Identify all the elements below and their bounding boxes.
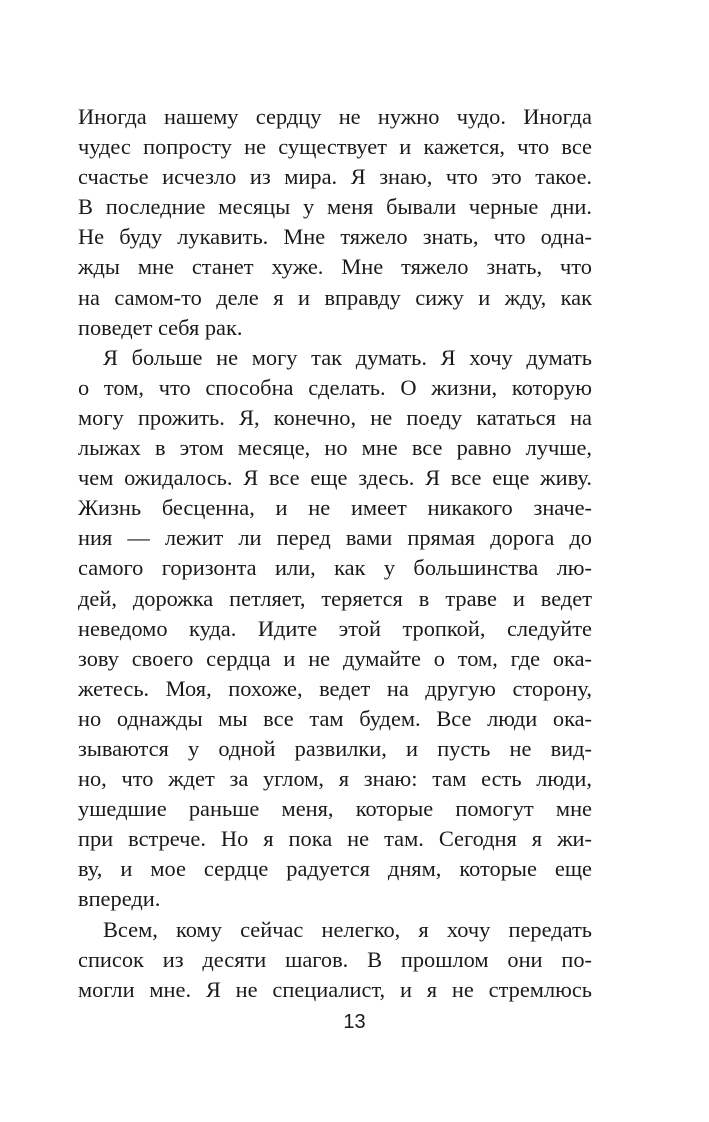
text-line: дей, дорожка петляет, теряется в траве и ведет [78, 585, 592, 611]
text-line: при встрече. Но я пока не там. Сегодня я жи- [78, 826, 592, 852]
text-line: ушедшие раньше меня, которые помогут мне [78, 796, 592, 822]
text-line: Жизнь бесценна, и не имеет никакого значе- [78, 495, 592, 521]
text-line: неведомо куда. Идите этой тропкой, следуйте [78, 615, 592, 641]
text-line: ния — лежит ли перед вами прямая дорога до [78, 525, 592, 551]
text-line: чудес попросту не существует и кажется, что все [78, 134, 592, 160]
text-line: но, что ждет за углом, я знаю: там есть люди, [78, 766, 592, 792]
text-line: лыжах в этом месяце, но мне все равно лучше, [78, 435, 592, 461]
text-line: список из десяти шагов. В прошлом они по- [78, 946, 592, 972]
text-line: могли мне. Я не специалист, и я не стремлюсь [78, 976, 592, 1002]
text-line: Не буду лукавить. Мне тяжело знать, что одна- [78, 224, 592, 250]
text-line: Я больше не могу так думать. Я хочу думать [103, 344, 592, 370]
text-line: зываются у одной развилки, и пусть не вид- [78, 735, 592, 761]
body-text [78, 102, 592, 1005]
text-line: могу прожить. Я, конечно, не поеду кататься на [78, 404, 592, 430]
text-line: зову своего сердца и не думайте о том, где ока- [78, 645, 592, 671]
text-line: В последние месяцы у меня бывали черные дни. [78, 194, 592, 220]
text-line: самого горизонта или, как у большинства лю- [78, 555, 592, 581]
text-line: поведет себя рак. [78, 314, 243, 340]
text-line: но однажды мы все там будем. Все люди ока- [78, 705, 592, 731]
text-line: впереди. [78, 886, 161, 912]
text-line: жетесь. Моя, похоже, ведет на другую сторону, [78, 675, 592, 701]
text-line: ву, и мое сердце радуется дням, которые еще [78, 856, 592, 882]
text-line: чем ожидалось. Я все еще здесь. Я все еще живу. [78, 465, 592, 491]
text-line: Всем, кому сейчас нелегко, я хочу передать [103, 916, 592, 942]
page-number: 13 [343, 1011, 366, 1033]
text-line: счастье исчезло из мира. Я знаю, что это такое. [78, 164, 592, 190]
text-line: Иногда нашему сердцу не нужно чудо. Иногда [78, 104, 592, 129]
text-line: жды мне станет хуже. Мне тяжело знать, что [78, 254, 592, 280]
text-line: на самом-то деле я и вправду сижу и жду, как [78, 284, 592, 310]
text-line: о том, что способна сделать. О жизни, которую [78, 374, 592, 400]
